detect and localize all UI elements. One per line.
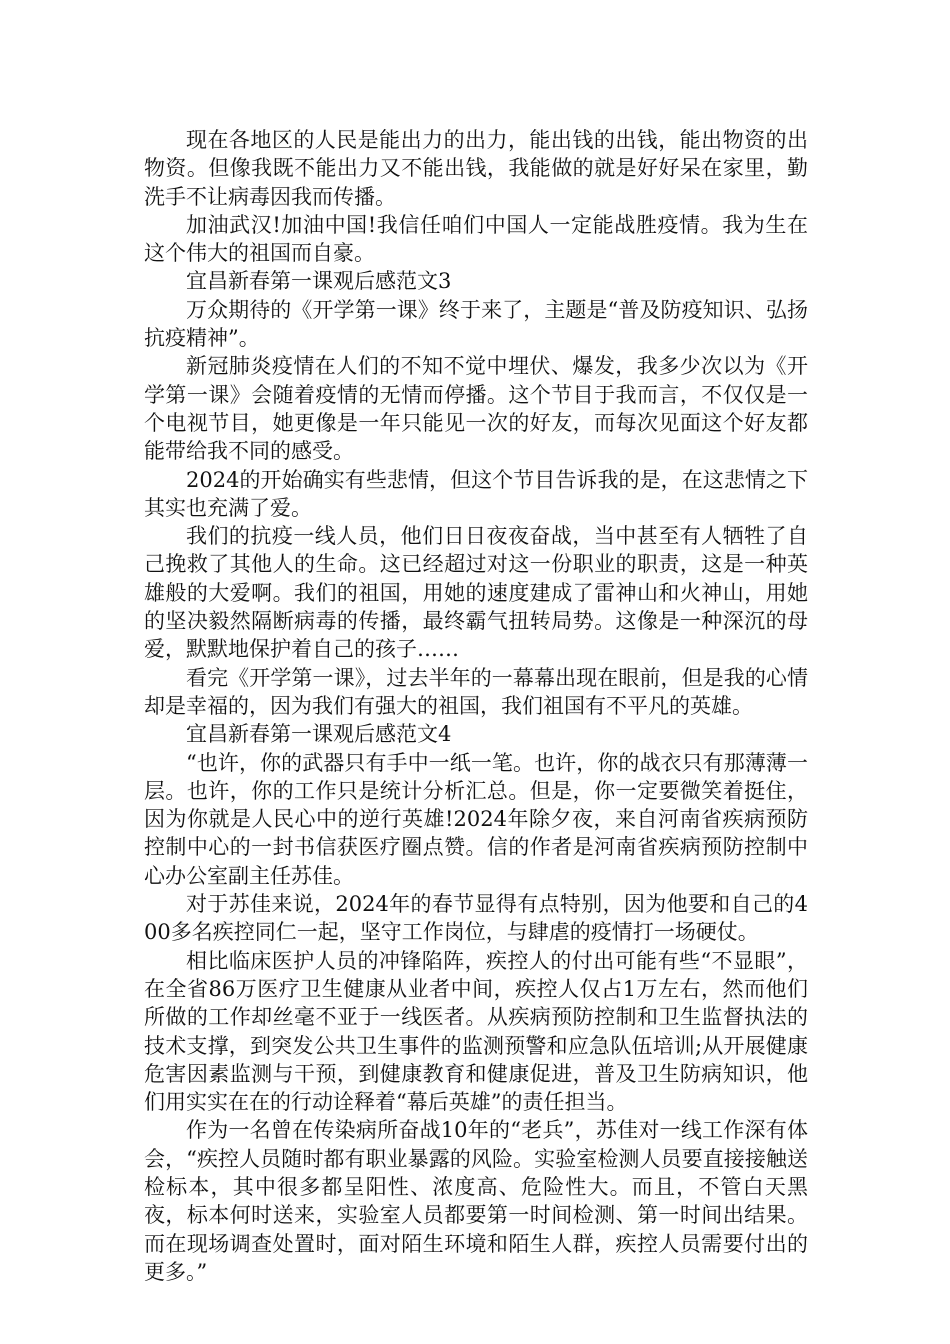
paragraph-6: 我们的抗疫一线人员，他们日日夜夜奋战，当中甚至有人牺牲了自己挽救了其他人的生命。这已经超过对这一份职业的职责，这是一种英雄般的大爱啊。我们的祖国，用她的速度建成了雷神山和火神山，用她的坚决毅然隔断病毒的传播，最终霸气扭转局势。这像是一种深沉的母爱，默默地保护着自己的孩子…… [144, 524, 808, 662]
paragraph-7: 看完《开学第一课》，过去半年的一幕幕出现在眼前，但是我的心情却是幸福的，因为我们有强大的祖国，我们祖国有不平凡的英雄。 [144, 665, 808, 718]
paragraph-4: 新冠肺炎疫情在人们的不知不觉中埋伏、爆发，我多少次以为《开学第一课》会随着疫情的无情而停播。这个节目于我而言，不仅仅是一个电视节目，她更像是一年只能见一次的好友，而每次见面这个好友都能带给我不同的感受。 [144, 354, 808, 464]
paragraph-3: 万众期待的《开学第一课》终于来了，主题是“普及防疫知识、弘扬抗疫精神”。 [144, 297, 808, 351]
paragraph-8: “也许，你的武器只有手中一纸一笔。也许，你的战衣只有那薄薄一层。也许，你的工作只是统计分析汇总。但是，你一定要微笑着挺住，因为你就是人民心中的逆行英雄!2024年除夕夜，来自河南省疾病预防控制中心的一封书信获医疗圈点赞。信的作者是河南省疾病预防控制中心办公室副主任苏佳。 [144, 750, 808, 888]
paragraph-1: 现在各地区的人民是能出力的出力，能出钱的出钱，能出物资的出物资。但像我既不能出力又不能出钱，我能做的就是好好呆在家里，勤洗手不让病毒因我而传播。 [144, 128, 808, 209]
section-heading-3: 宜昌新春第一课观后感范文3 [186, 269, 452, 294]
paragraph-11: 作为一名曾在传染病所奋战10年的“老兵”，苏佳对一线工作深有体会，“疾控人员随时都有职业暴露的风险。实验室检测人员要直接接触送检标本，其中很多都呈阳性、浓度高、危险性大。而且，不管白天黑夜，标本何时送来，实验室人员都要第一时间检测、第一时间出结果。而在现场调查处置时，面对陌生环境和陌生人群，疾控人员需要付出的更多。” [144, 1118, 808, 1284]
paragraph-9: 对于苏佳来说，2024年的春节显得有点特别，因为他要和自己的400多名疾控同仁一起，坚守工作岗位，与肆虐的疫情打一场硬仗。 [144, 892, 808, 945]
section-heading-4: 宜昌新春第一课观后感范文4 [186, 722, 452, 747]
paragraph-10: 相比临床医护人员的冲锋陷阵，疾控人的付出可能有些“不显眼”，在全省86万医疗卫生健康从业者中间，疾控人仅占1万左右，然而他们所做的工作却丝毫不亚于一线医者。从疾病预防控制和卫生监督执法的技术支撑，到突发公共卫生事件的监测预警和应急队伍培训;从开展健康危害因素监测与干预，到健康教育和健康促进，普及卫生防病知识，他们用实实在在的行动诠释着“幕后英雄”的责任担当。 [144, 948, 808, 1115]
paragraph-5: 2024的开始确实有些悲情，但这个节目告诉我的是，在这悲情之下其实也充满了爱。 [144, 467, 808, 520]
paragraph-2: 加油武汉!加油中国!我信任咱们中国人一定能战胜疫情。我为生在这个伟大的祖国而自豪。 [144, 212, 808, 266]
document-body [144, 126, 808, 1286]
